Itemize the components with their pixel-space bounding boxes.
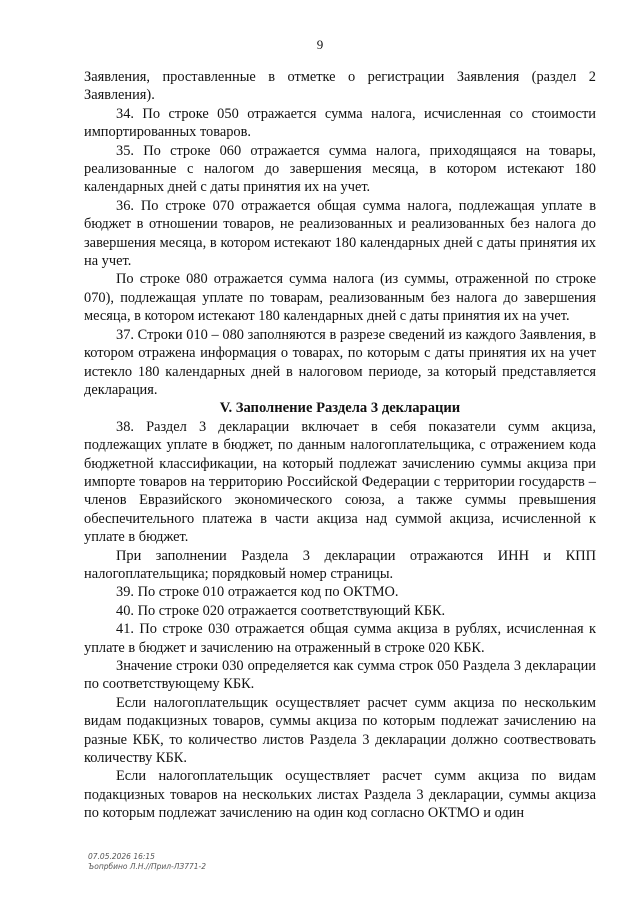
paragraph: 38. Раздел 3 декларации включает в себя показатели сумм акциза, подлежащих уплате в бюджет, по данным налогоплательщика, с отражением кода бюджетной классификации, на который подлежат зачислению суммы акциза при импорте товаров на территорию Российской Федерации с территории государств – членов Евразийского экономического союза, а также суммы превышения обеспечительного платежа в части акциза над суммой акциза, исчисленной к уплате в бюджет. — [84, 418, 596, 546]
paragraph: 35. По строке 060 отражается сумма налога, приходящаяся на товары, реализованные с налогом до завершения месяца, в котором истекают 180 календарных дней с даты принятия их на учет. — [84, 142, 596, 196]
footer-timestamp: 07.05.2026 16:15 — [88, 852, 155, 861]
section-heading: V. Заполнение Раздела 3 декларации — [219, 400, 461, 417]
document-footer — [88, 852, 206, 872]
paragraph: Значение строки 030 определяется как сумма строк 050 Раздела 3 декларации по соответствующему КБК. — [84, 658, 596, 693]
page-number: 9 — [316, 37, 324, 52]
paragraph: 40. По строке 020 отражается соответствующий КБК. — [116, 602, 446, 619]
paragraph: Заявления, проставленные в отметке о регистрации Заявления (раздел 2 Заявления). — [84, 69, 596, 104]
paragraph: 34. По строке 050 отражается сумма налога, исчисленная со стоимости импортированных товаров. — [84, 105, 596, 141]
paragraph: 37. Строки 010 – 080 заполняются в разрезе сведений из каждого Заявления, в котором отражена информация о товарах, по которым с даты принятия их на учет истекло 180 календарных дней в налоговом периоде, за который представляется декларация. — [84, 326, 596, 398]
paragraph: Если налогоплательщик осуществляет расчет сумм акциза по видам подакцизных товаров на нескольких листах Раздела 3 декларации, суммы акциза по которым подлежат зачислению на один код согласно ОКТМО и один — [84, 768, 596, 822]
paragraph: 41. По строке 030 отражается общая сумма акциза в рублях, исчисленная к уплате в бюджет и зачислению на отраженный в строке 020 КБК. — [84, 621, 596, 656]
footer-file-reference: Ъопрбино Л.Н.//Прил-ЛЗ771-2 — [88, 862, 206, 871]
paragraph: 36. По строке 070 отражается общая сумма налога, подлежащая уплате в бюджет в отношении товаров, не реализованных и реализованных без налога до завершения месяца, в котором истекают 180 календарных дней с даты принятия их на учет. — [84, 197, 596, 270]
paragraph: При заполнении Раздела 3 декларации отражаются ИНН и КПП налогоплательщика; порядковый номер страницы. — [84, 547, 596, 582]
paragraph: 39. По строке 010 отражается код по ОКТМО. — [116, 584, 399, 601]
paragraph: По строке 080 отражается сумма налога (из суммы, отраженной по строке 070), подлежащая уплате по товарам, реализованным без налога до завершения месяца, в котором истекают 180 календарных дней с даты принятия их на учет. — [84, 271, 596, 325]
paragraph: Если налогоплательщик осуществляет расчет сумм акциза по нескольким видам подакцизных товаров, суммы акциза по которым подлежат зачислению на разные КБК, то количество листов Раздела 3 декларации должно соотвествовать количеству КБК. — [84, 694, 596, 767]
document-body — [84, 68, 596, 823]
